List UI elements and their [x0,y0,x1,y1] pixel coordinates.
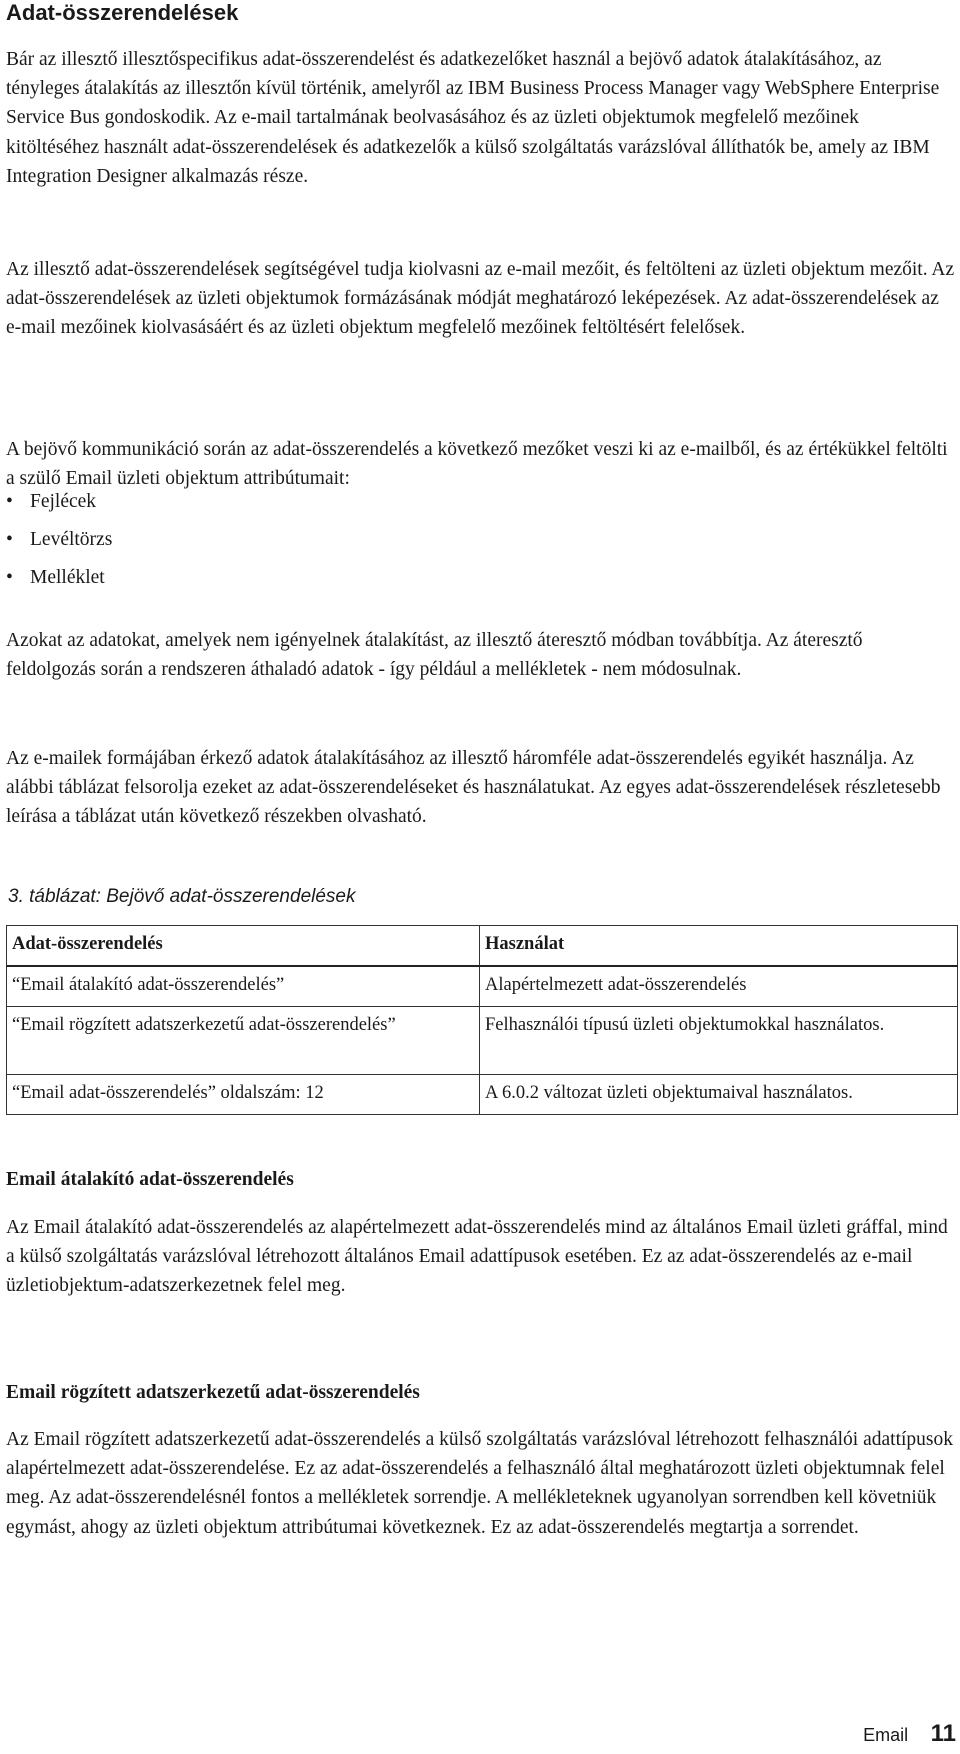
page-footer [863,1720,956,1748]
footer-section-label: Email [863,1725,909,1745]
table-cell-binding: “Email adat-összerendelés” oldalszám: 12 [7,1075,480,1115]
bullet-icon: • [6,567,13,588]
list-item [6,489,112,527]
page-number: 11 [930,1720,956,1747]
table-header-row [7,926,958,967]
bindings-overview-paragraph: Az e-mailek formájában érkező adatok átalakításához az illesztő háromféle adat-összerendelés egyikét használja. Az alábbi táblázat felsorolja ezeket az adat-összerendeléseket és használatukat. Az egyes adat-összerendelések részletesebb leírása a táblázat után következő részekben olvasható. [6,748,941,828]
table-row [7,1075,958,1115]
table-row [7,1007,958,1075]
table-row [7,966,958,1007]
column-header-usage: Használat [480,926,958,967]
section-heading-fixed-structure-binding: Email rögzített adatszerkezetű adat-összerendelés [6,1382,420,1403]
intro-paragraph: Bár az illesztő illesztőspecifikus adat-összerendelést és adatkezelőket használ a bejövő adatok átalakításához, az tényleges átalakítás az illesztőn kívül történik, amelyről az IBM Business Process Manager vagy WebSphere Enterprise Service Bus gondoskodik. Az e-mail tartalmának beolvasásához és az üzleti objektumok megfelelő mezőinek kitöltéséhez használt adat-összerendelések és adatkezelők a külső szolgáltatás varázslóval állíthatók be, amely az IBM Integration Designer alkalmazás része. [6,49,940,187]
bullet-icon: • [6,529,13,550]
bullet-icon: • [6,491,13,512]
page-title: Adat-összerendelések [6,0,239,25]
table-cell-usage: Felhasználói típusú üzleti objektumokkal használatos. [480,1007,958,1075]
list-item-label: Levéltörzs [30,529,113,550]
table-cell-usage: A 6.0.2 változat üzleti objektumaival használatos. [480,1075,958,1115]
inbound-fields-paragraph: A bejövő kommunikáció során az adat-összerendelés a következő mezőket veszi ki az e-mailből, és az értékükkel feltölti a szülő Email üzleti objektum attribútumait: [6,439,948,490]
bindings-table [6,925,958,1115]
mapping-paragraph: Az illesztő adat-összerendelések segítségével tudja kiolvasni az e-mail mezőit, és feltölteni az üzleti objektum mezőit. Az adat-összerendelések az üzleti objektumok formázásának módját meghatározó leképezések. Az adat-összerendelések az e-mail mezőinek kiolvasásáért és az üzleti objektum megfelelő mezőinek feltöltésért felelősek. [6,259,955,339]
table-cell-usage: Alapértelmezett adat-összerendelés [480,966,958,1007]
list-item [6,527,112,565]
table-cell-binding: “Email átalakító adat-összerendelés” [7,966,480,1007]
transform-binding-paragraph: Az Email átalakító adat-összerendelés az alapértelmezett adat-összerendelés mind az általános Email üzleti gráffal, mind a külső szolgáltatás varázslóval létrehozott általános Email adattípusok esetében. Ez az adat-összerendelés az e-mail üzletiobjektum-adatszerkezetnek felel meg. [6,1217,948,1297]
field-list [6,489,112,603]
table-caption: 3. táblázat: Bejövő adat-összerendelések [8,886,356,907]
table-cell-binding: “Email rögzített adatszerkezetű adat-összerendelés” [7,1007,480,1075]
list-item-label: Fejlécek [30,491,97,512]
section-heading-transform-binding: Email átalakító adat-összerendelés [6,1169,294,1190]
passthrough-paragraph: Azokat az adatokat, amelyek nem igényelnek átalakítást, az illesztő áteresztő módban továbbítja. Az áteresztő feldolgozás során a rendszeren áthaladó adatok - így például a mellékletek - nem módosulnak. [6,630,863,681]
fixed-structure-binding-paragraph: Az Email rögzített adatszerkezetű adat-összerendelés a külső szolgáltatás varázslóval létrehozott felhasználói adattípusok alapértelmezett adat-összerendelése. Ez az adat-összerendelés a felhasználó által meghatározott üzleti objektumnak felel meg. Az adat-összerendelésnél fontos a mellékletek sorrendje. A mellékleteknek ugyanolyan sorrendben kell követniük egymást, ahogy az üzleti objektum attribútumai következnek. Ez az adat-összerendelés megtartja a sorrendet. [6,1429,953,1538]
list-item [6,565,112,603]
column-header-binding: Adat-összerendelés [7,926,480,967]
list-item-label: Melléklet [30,567,105,588]
